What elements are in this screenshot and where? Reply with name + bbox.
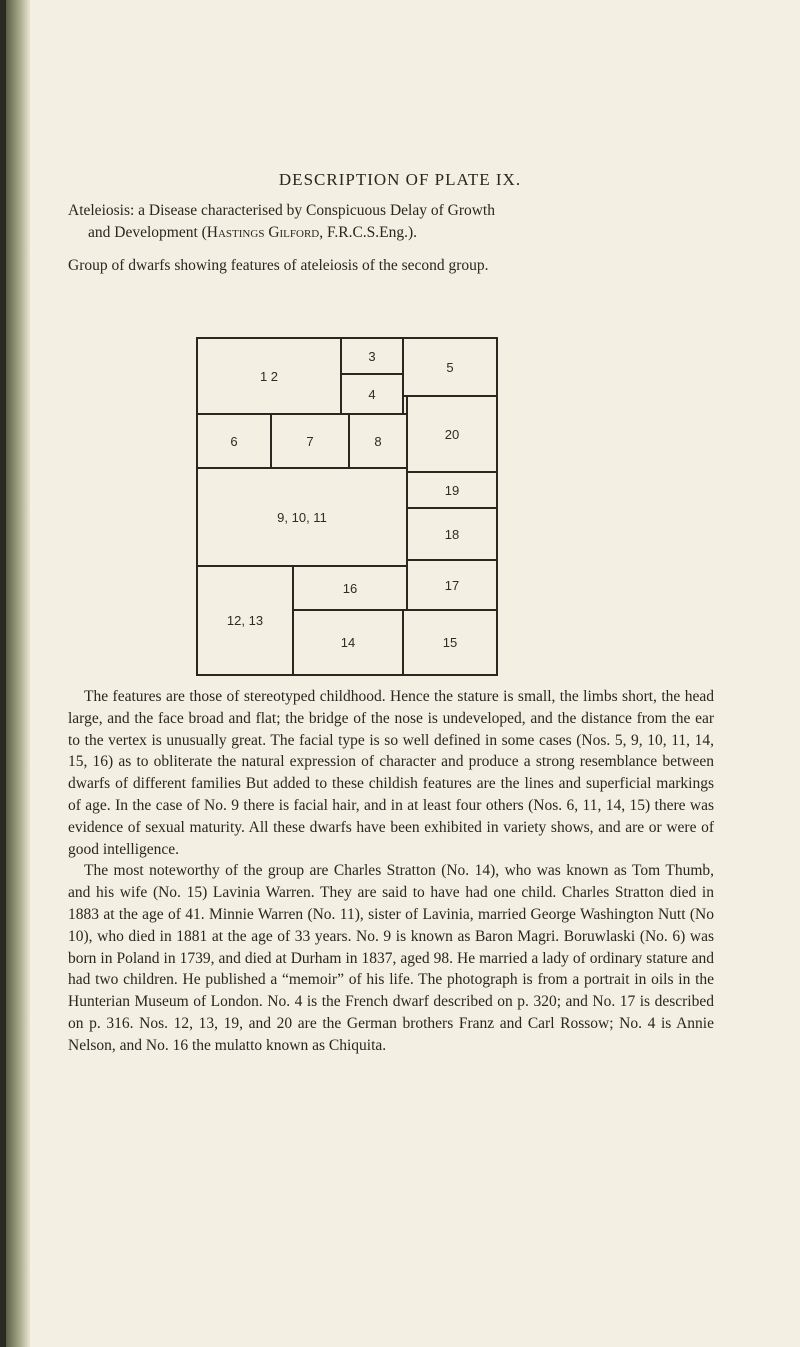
paragraph-features: The features are those of stereotyped childhood. Hence the stature is small, the limbs short, the head large, and the face broad and flat; the bridge of the nose is undeveloped, and the distance from the ear to the vertex is unusually great. The facial type is so well defined in some cases (Nos. 5, 9, 10, 11, 14, 15, 16) as to obliterate the natural expression of character and produce a strong resemblance between dwarfs of different families But added to these childish features are the lines and superficial markings of age. In the case of No. 9 there is facial hair, and in at least four others (Nos. 6, 11, 14, 15) there was evidence of sexual maturity. All these dwarfs have been exhibited in variety shows, and are or were of good intelligence. (68, 688, 714, 858)
key-cell-15: 15 (402, 609, 498, 676)
key-cell-19: 19 (406, 471, 498, 509)
book-spine-shadow (0, 0, 6, 1347)
plate-subtitle: Group of dwarfs showing features of ateleiosis of the second group. (68, 257, 489, 274)
caption-prefix: and Development ( (88, 224, 207, 241)
key-cell-1-2: 1 2 (196, 337, 342, 415)
key-cell-8: 8 (348, 413, 408, 469)
key-cell-4: 4 (340, 373, 404, 415)
key-cell-20: 20 (406, 395, 498, 473)
caption-suffix: , F.R.C.S.Eng.). (319, 224, 418, 241)
key-cell-9-10-11: 9, 10, 11 (196, 467, 408, 567)
caption-line-2 (68, 222, 708, 244)
key-cell-7: 7 (270, 413, 350, 469)
key-cell-16: 16 (292, 565, 408, 611)
page-title: DESCRIPTION OF PLATE IX. (278, 170, 522, 189)
caption-author: Hastings Gilford (206, 224, 320, 241)
key-cell-6: 6 (196, 413, 272, 469)
plate-caption (68, 200, 708, 244)
plate-key-diagram (196, 337, 498, 676)
plate-description (68, 686, 714, 1057)
key-cell-17: 17 (406, 559, 498, 611)
key-cell-18: 18 (406, 507, 498, 561)
key-cell-5: 5 (402, 337, 498, 397)
key-cell-14: 14 (292, 609, 404, 676)
key-cell-12-13: 12, 13 (196, 565, 294, 676)
paragraph-notable-dwarfs: The most noteworthy of the group are Charles Stratton (No. 14), who was known as Tom Thumb, and his wife (No. 15) Lavinia Warren. They are said to have had one child. Charles Stratton died in 1883 at the age of 41. Minnie Warren (No. 11), sister of Lavinia, married George Washington Nutt (No 10), who died in 1881 at the age of 33 years. No. 9 is known as Baron Magri. Boruwlaski (No. 6) was born in Poland in 1739, and died at Durham in 1837, aged 98. He married a lady of ordinary stature and had two children. He published a “memoir” of his life. The photograph is from a portrait in oils in the Hunterian Museum of London. No. 4 is the French dwarf described on p. 320; and No. 17 is described on p. 316. Nos. 12, 13, 19, and 20 are the German brothers Franz and Carl Rossow; No. 4 is Annie Nelson, and No. 16 the mulatto known as Chiquita. (68, 862, 714, 1054)
key-cell-3: 3 (340, 337, 404, 375)
caption-line-1: Ateleiosis: a Disease characterised by Conspicuous Delay of Growth (68, 202, 495, 219)
